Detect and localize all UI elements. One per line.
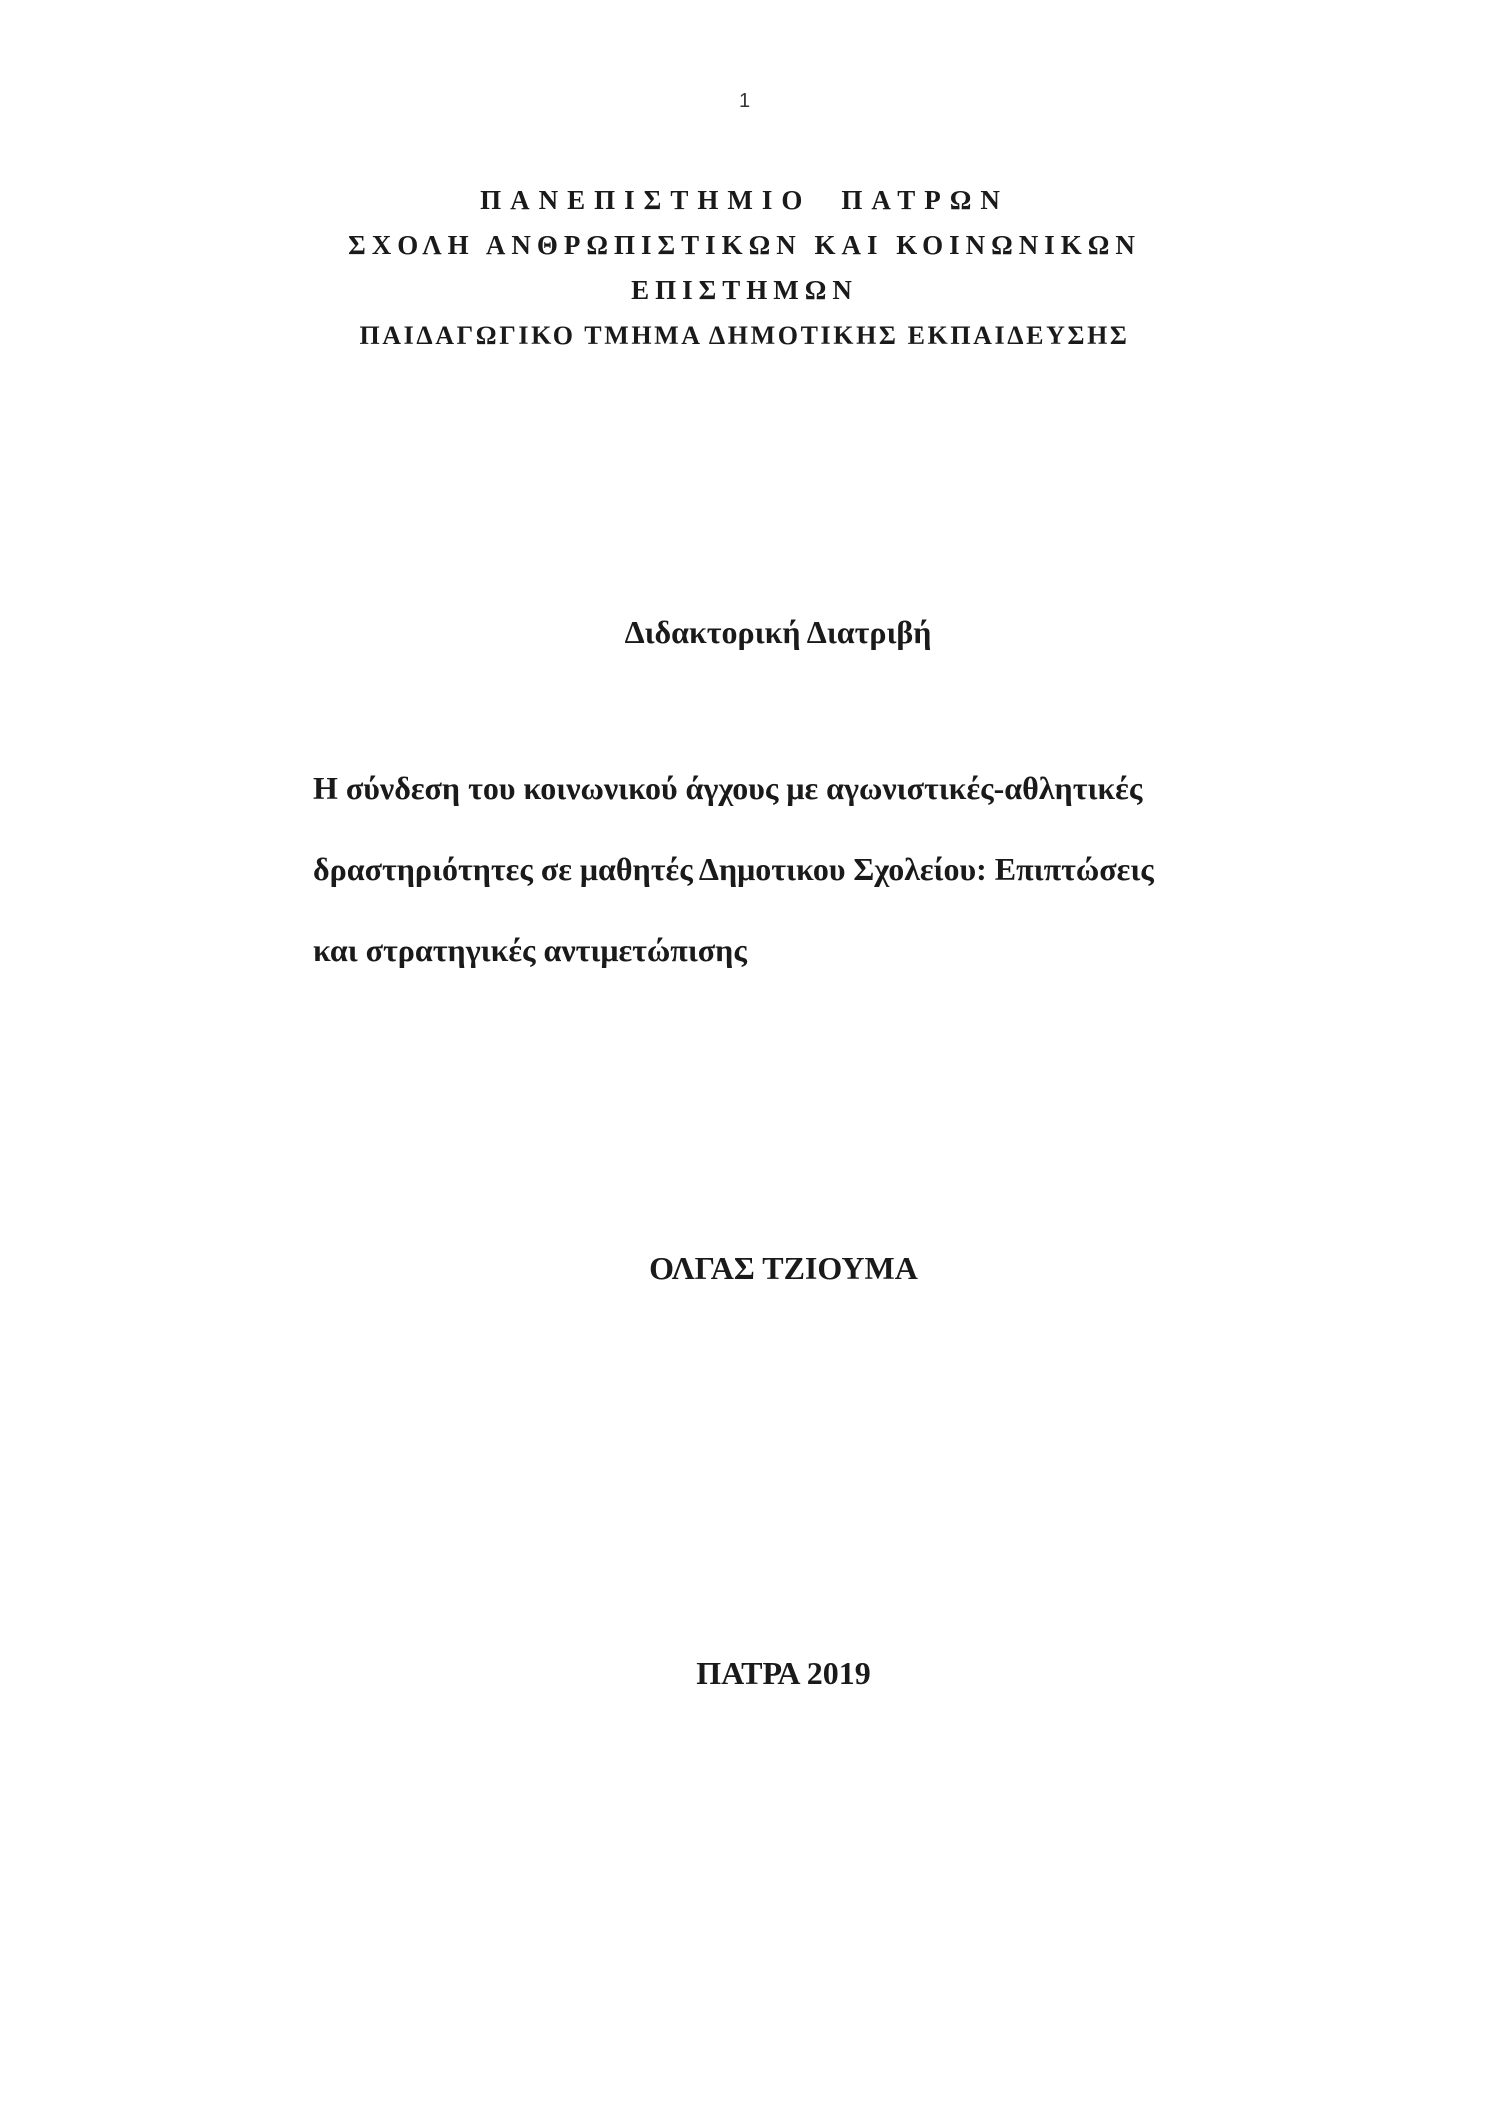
university-name: [0, 178, 1489, 223]
thesis-title-line-1: Η σύνδεση του κοινωνικού άγχους με αγωνιστικές-αθλητικές: [313, 770, 1143, 806]
thesis-title-line-2: δραστηριότητες σε μαθητές Δημοτικου Σχολείου: Επιπτώσεις: [313, 851, 1154, 887]
university-name-word-2: ΠΑΤΡΩΝ: [841, 185, 1009, 215]
school-name-line-2: ΕΠΙΣΤΗΜΩΝ: [631, 275, 858, 305]
place-and-year: ΠΑΤΡΑ 2019: [696, 1655, 871, 1691]
department-name: ΠΑΙΔΑΓΩΓΙΚΟ ΤΜΗΜΑ ΔΗΜΟΤΙΚΗΣ ΕΚΠΑΙΔΕΥΣΗΣ: [359, 321, 1130, 350]
author-name: ΟΛΓΑΣ ΤΖΙΟΥΜΑ: [649, 1250, 918, 1286]
document-type: Διδακτορική Διατριβή: [624, 614, 932, 650]
university-name-word-1: ΠΑΝΕΠΙΣΤΗΜΙΟ: [480, 185, 812, 215]
school-name-line-1: ΣΧΟΛΗ ΑΝΘΡΩΠΙΣΤΙΚΩΝ ΚΑΙ ΚΟΙΝΩΝΙΚΩΝ: [348, 230, 1141, 260]
page-number: 1: [738, 90, 751, 112]
thesis-title: [313, 763, 1313, 1006]
thesis-title-line-3: και στρατηγικές αντιμετώπισης: [313, 932, 747, 968]
institution-header: [0, 178, 1489, 358]
